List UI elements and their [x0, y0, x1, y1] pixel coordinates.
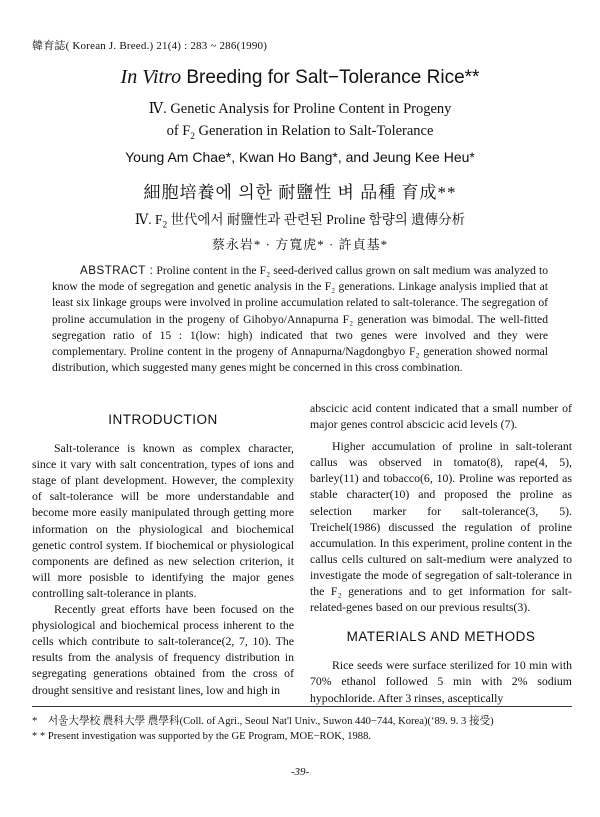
journal-header: 韓育誌( Korean J. Breed.) 21(4) : 283 ~ 286(1990): [32, 40, 268, 52]
subtitle-line2-post: Generation in Relation to Salt-Tolerance: [194, 123, 434, 139]
korean-subtitle: [0, 208, 600, 230]
korean-authors: 蔡永岩* · 方寬虎* · 許貞基*: [211, 237, 389, 252]
korean-subtitle-post: 世代에서 耐鹽性과 관련된 Proline 함량의 遺傳分析: [167, 212, 466, 227]
methods-heading: MATERIALS AND METHODS: [346, 629, 536, 645]
korean-title: 細胞培養에 의한 耐鹽性 벼 品種 育成**: [143, 183, 457, 202]
intro-paragraph-1: Salt-tolerance is known as complex character, since it vary with salt concentration, types of ions and stage of plant development. However, the complexity of salt-tolerance will be more understandable and become more easily manipulated through getting more information on the physiological and biochemical genetic control system. If biochemical or physiological components are defined as new selection criterion, it will more posisble to identifying the major genes controlling salt-tolerance in plants.: [32, 441, 294, 600]
paper-title: [0, 66, 600, 89]
abstract: [52, 263, 548, 376]
subtitle-line2: [0, 120, 600, 147]
intro-paragraph-2: Recently great efforts have been focused on the physiological and biochemical process inherent to the cells which contribute to salt-tolerance(2, 7, 10). The results from the analysis of frequency distribution in segregating generations obtained from the cross of drought sensitive and resistant lines, low and high in: [32, 602, 294, 697]
footnote-affiliation: * 서울大學校 農科大學 農學科(Coll. of Agri., Seoul Nat'l Univ., Suwon 440−744, Korea)(‘89. 9. 3 接受): [32, 716, 494, 727]
subtitle-line1: Ⅳ. Genetic Analysis for Proline Content in Progeny: [148, 101, 452, 117]
footnote-divider: [32, 706, 572, 707]
intro-paragraph-4: Higher accumulation of proline in salt-tolerant callus was observed in tomato(8), rape(4, 5), barley(11) and tobacco(6, 10). Proline was reported as stable character(10) and proposed the proline as selection marker for salt-tolerance(3, 5). Treichel(1986) discussed the regulation of proline accumulation. In this experiment, proline content in the callus cells cultured on salt-medium were analyzed to investigate the mode of segregation of salt-tolerance in the F₂ generations and to get information for salt-related-genes based on our previous results(3).: [310, 439, 572, 615]
footnote-funding: * * Present investigation was supported by the GE Program, MOE−ROK, 1988.: [32, 731, 372, 742]
left-column: [32, 400, 294, 698]
title-italic: In Vitro: [120, 66, 182, 88]
subtitle-line2-sub: 2: [190, 130, 195, 141]
methods-paragraph-1: Rice seeds were surface sterilized for 10 min with 70% ethanol followed 5 min with 2% sodium hypochloride. After 3 rinses, asceptically: [310, 658, 572, 705]
abstract-text: Proline content in the F₂ seed-derived callus grown on salt medium was analyzed to know the mode of segregation and genetic analysis in the F₂ generations. Linkage analysis implied that at least six linkage groups were involved in proline accumulation related to salt-tolerance. The segregation of proline accumulation in the progeny of Gihobyo/Annapurna F₂ generation was bimodal. The well-fitted segregation ratio of 15 : 1(low: high) indicated that two genes were involved and they were complementary. Proline content in the progeny of Annapurna/Nagdongbyo F₂ generation showed normal distribution, which suggested many genes might be concerned in this cross combination.: [52, 264, 548, 375]
abstract-label: ABSTRACT :: [80, 264, 154, 277]
authors: Young Am Chae*, Kwan Ho Bang*, and Jeung Kee Heu*: [125, 149, 475, 165]
intro-paragraph-3: abscicic acid content indicated that a small number of major genes control abscicic acid levels (7).: [310, 401, 572, 432]
introduction-heading: INTRODUCTION: [108, 412, 218, 427]
korean-subtitle-pre: Ⅳ. F: [134, 212, 163, 227]
title-rest: Breeding for Salt−Tolerance Rice**: [181, 67, 480, 88]
page-number: -39-: [290, 766, 310, 778]
korean-subtitle-sub: 2: [162, 219, 168, 230]
subtitle-line2-pre: of F: [166, 123, 191, 139]
right-column: [310, 400, 572, 706]
